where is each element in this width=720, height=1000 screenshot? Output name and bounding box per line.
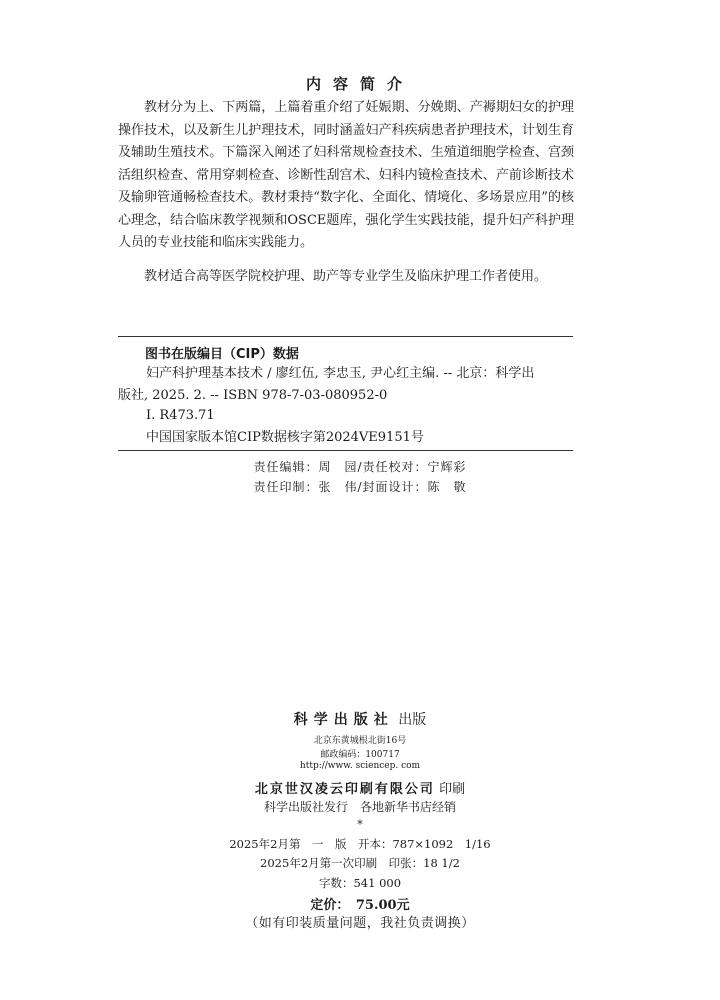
cip-bottom-divider — [118, 450, 573, 451]
word-count: 字数：541 000 — [318, 876, 402, 890]
publisher-line — [0, 709, 720, 729]
cip-top-divider — [118, 336, 573, 337]
cip-heading: 图书在版编目（CIP）数据 — [145, 347, 299, 362]
staff-line-editors: 责任编辑：周 园/责任校对：宁辉彩 — [253, 460, 467, 474]
publisher-postcode: 邮政编码：100717 — [320, 750, 400, 760]
cip-classification: Ⅰ. R473.71 — [146, 408, 215, 423]
printing-line: 2025年2月第一次印刷 印张：18 1/2 — [260, 856, 460, 870]
distribution-line: 科学出版社发行 各地新华书店经销 — [263, 800, 456, 814]
publisher-suffix: 出版 — [398, 712, 427, 728]
separator-asterisk: * — [357, 818, 363, 831]
price: 定价： 75.00元 — [310, 898, 410, 913]
printer-name: 北京世汉凌云印刷有限公司 — [254, 782, 435, 797]
summary-paragraph-1: 教材分为上、下两篇，上篇着重介绍了妊娠期、分娩期、产褥期妇女的护理操作技术，以及新生儿护理技术，同时涵盖妇产科疾病患者护理技术，计划生育及辅助生殖技术。下篇深入阐述了妇科常规检查技术、生殖道细胞学检查、宫颈活组织检查、常用穿刺检查、诊断性刮宫术、妇科内镜检查技术、产前诊断技术及输卵管通畅检查技术。教材秉持“数字化、全面化、情境化、多场景应用”的核心理念，结合临床教学视频和OSCE题库，强化学生实践技能，提升妇产科护理人员的专业技能和临床实践能力。 — [118, 100, 574, 250]
publisher-address: 北京东黄城根北街16号 — [313, 736, 407, 746]
quality-notice: （如有印装质量问题，我社负责调换） — [245, 916, 475, 931]
cip-line-1: 妇产科护理基本技术 / 廖红伍, 李忠玉, 尹心红主编. -- 北京：科学出 — [146, 366, 535, 381]
summary-paragraph-2: 教材适合高等医学院校护理、助产等专业学生及临床护理工作者使用。 — [144, 269, 548, 284]
printer-line — [0, 778, 720, 797]
cip-record-number: 中国国家版本馆CIP数据核字第2024VE9151号 — [146, 430, 424, 445]
staff-line-production: 责任印制：张 伟/封面设计：陈 敬 — [253, 480, 467, 494]
printer-suffix: 印刷 — [439, 782, 466, 797]
summary-title: 内容简介 — [305, 75, 414, 93]
edition-line: 2025年2月第 一 版 开本：787×1092 1/16 — [229, 837, 491, 851]
publisher-website: http://www. sciencep. com — [299, 761, 421, 771]
cip-line-2: 版社, 2025. 2. -- ISBN 978-7-03-080952-0 — [118, 388, 388, 403]
publisher-name: 科学出版社 — [293, 712, 394, 728]
